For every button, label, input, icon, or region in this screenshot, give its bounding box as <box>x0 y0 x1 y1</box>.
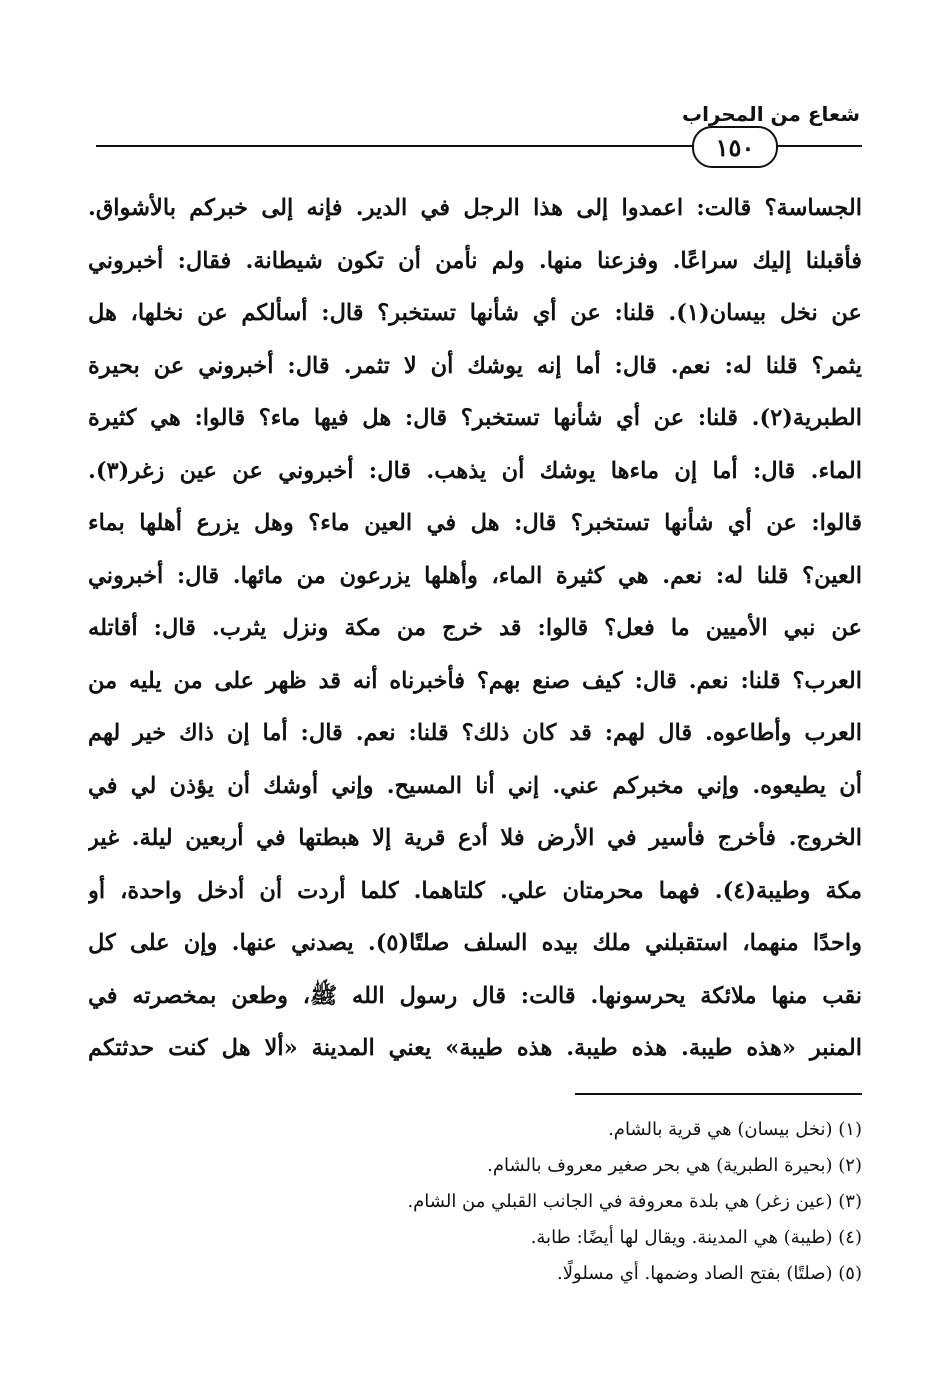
text-line: العين؟ قلنا له: نعم. هي كثيرة الماء، وأهلها يزرعون من مائها. قال: أخبروني <box>88 562 862 589</box>
text-line: المنبر «هذه طيبة. هذه طيبة. هذه طيبة» يعني المدينة «ألا هل كنت حدثتكم <box>88 1035 862 1061</box>
text-line: الطبرية(٢). قلنا: عن أي شأنها تستخبر؟ قال: هل فيها ماء؟ قالوا: هي كثيرة <box>88 405 862 431</box>
text-line: قالوا: عن أي شأنها تستخبر؟ قال: هل في العين ماء؟ وهل يزرع أهلها بماء <box>88 510 862 536</box>
text-line: العرب؟ قلنا: نعم. قال: كيف صنع بهم؟ فأخبرناه أنه قد ظهر على من يليه من <box>88 667 862 694</box>
footnote: (٢) (بحيرة الطبرية) هي بحر صغير معروف بالشام. <box>487 1155 862 1176</box>
footnote: (٥) (صلتًا) بفتح الصاد وضمها. أي مسلولًا. <box>557 1263 862 1284</box>
footnote-rule <box>575 1093 862 1095</box>
footnote: (٣) (عين زغر) هي بلدة معروفة في الجانب القبلي من الشام. <box>407 1191 862 1212</box>
running-title: شعاع من المحراب <box>681 102 860 126</box>
text-line: الخروج. فأخرج فأسير في الأرض فلا أدع قرية إلا هبطتها في أربعين ليلة. غير <box>88 825 862 851</box>
text-line: مكة وطيبة(٤). فهما محرمتان علي. كلتاهما. كلما أردت أن أدخل واحدة، أو <box>88 877 862 904</box>
footnotes <box>162 1112 862 1292</box>
text-line: عن نخل بيسان(١). قلنا: عن أي شأنها تستخبر؟ قال: أسألكم عن نخلها، هل <box>88 300 862 326</box>
text-line: الماء. قال: أما إن ماءها يوشك أن يذهب. قال: أخبروني عن عين زغر(٣). <box>88 457 862 484</box>
text-line: العرب وأطاعوه. قال لهم: قد كان ذلك؟ قلنا: نعم. قال: أما إن ذاك خير لهم <box>88 720 862 746</box>
page-number-text: ١٥٠ <box>715 132 755 162</box>
page-number <box>692 126 778 168</box>
header-rule <box>775 145 862 147</box>
footnote: (٤) (طيبة) هي المدينة. ويقال لها أيضًا: طابة. <box>530 1227 862 1248</box>
text-line: عن نبي الأميين ما فعل؟ قالوا: قد خرج من مكة ونزل يثرب. قال: أقاتله <box>88 615 862 641</box>
text-line: يثمر؟ قلنا له: نعم. قال: أما إنه يوشك أن لا تثمر. قال: أخبروني عن بحيرة <box>88 352 862 379</box>
text-line: أن يطيعوه. وإني مخبركم عني. إني أنا المسيح. وإني أوشك أن يؤذن لي في <box>88 772 862 799</box>
header-rule <box>96 145 772 147</box>
text-line: واحدًا منهما، استقبلني ملك بيده السلف صلتًا(٥). يصدني عنها. وإن على كل <box>88 930 862 956</box>
text-line: الجساسة؟ قالت: اعمدوا إلى هذا الرجل في الدير. فإنه إلى خبركم بالأشواق. <box>88 195 862 221</box>
footnote: (١) (نخل بيسان) هي قرية بالشام. <box>608 1119 862 1140</box>
text-line: نقب منها ملائكة يحرسونها. قالت: قال رسول الله ﷺ، وطعن بمخصرته في <box>88 982 862 1009</box>
text-line: فأقبلنا إليك سراعًا. وفزعنا منها. ولم نأمن أن تكون شيطانة. فقال: أخبروني <box>88 247 862 274</box>
body-text <box>88 182 862 1075</box>
